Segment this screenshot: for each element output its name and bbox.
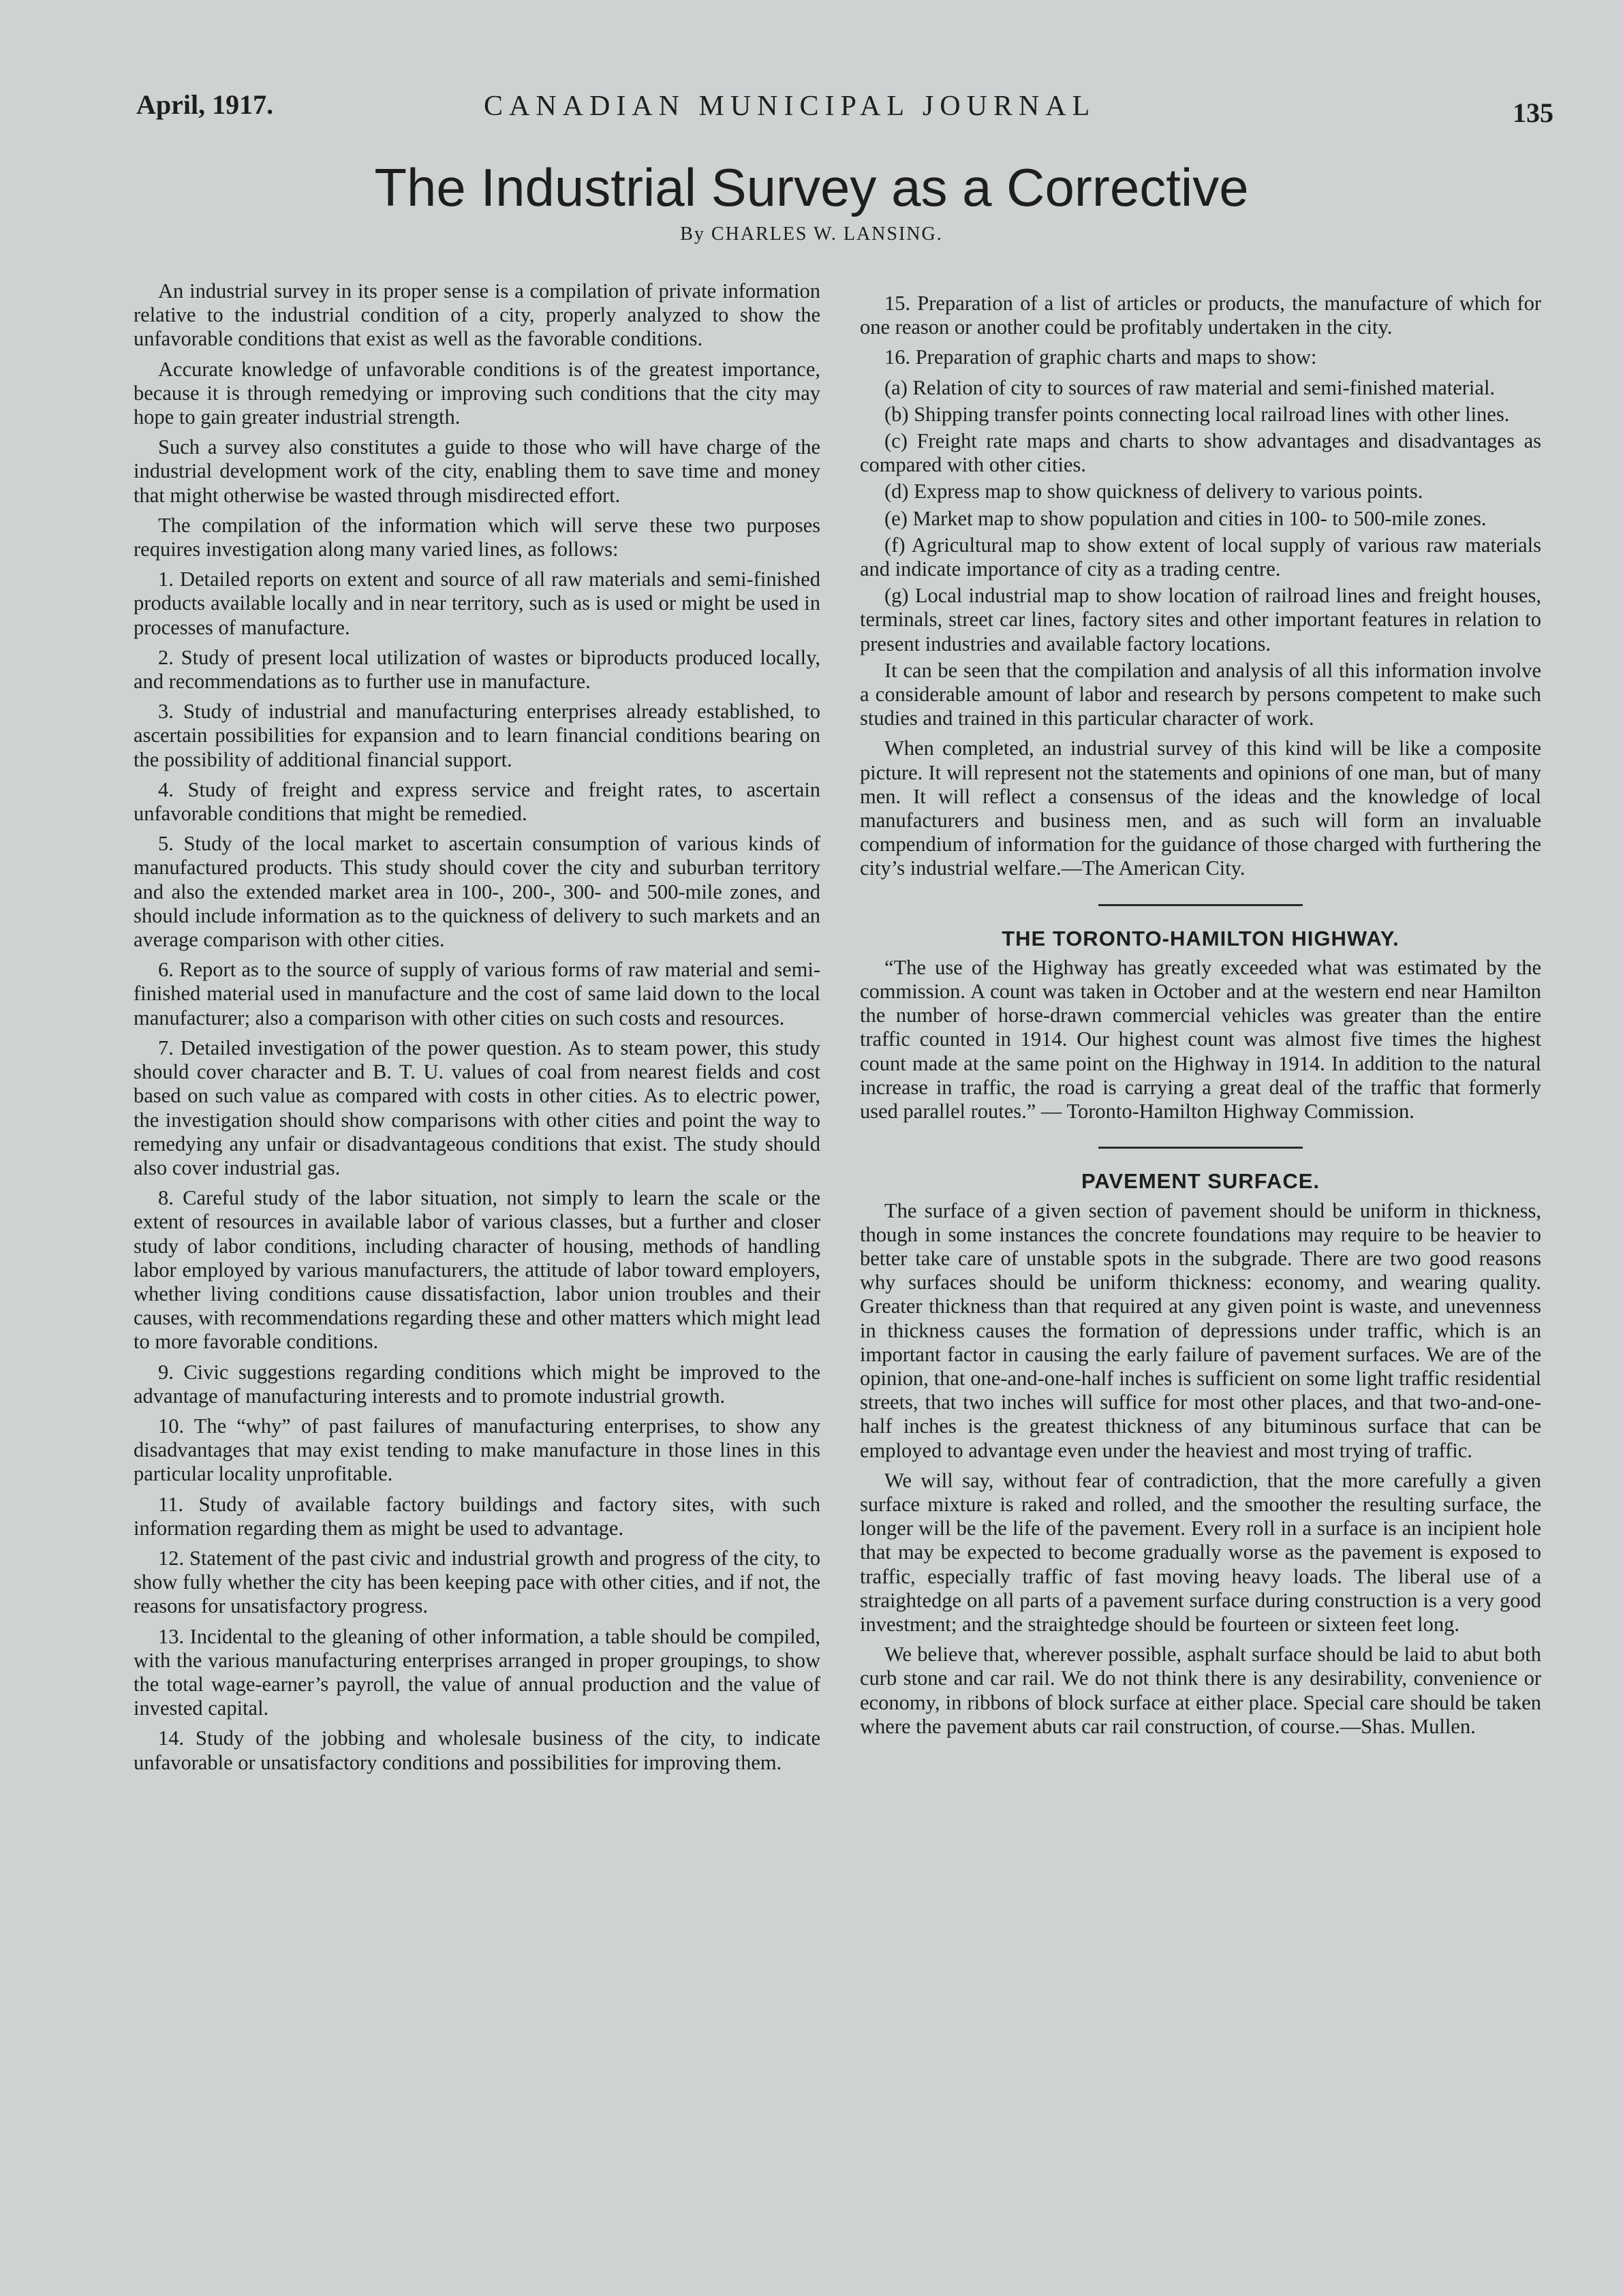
pavement-paragraph: The surface of a given section of pavement should be uniform in thickness, though in some instances the concrete foundations may require to be heavier to better take care of unstable spots in the subgrade. There are two good reasons why surfaces should be uniform thickness: economy, and wearing quality. Greater thickness than that required at any given point is waste, and unevenness in thickness causes the formation of depressions under traffic, which is an important factor in causing the early failure of pavement surfaces. We are of the opinion, that one-and-one-half inches is sufficient on some light traffic residential streets, that two inches will suffice for most other places, and that two-and-one-half inches is the greatest thickness of any bituminous surface that can be employed to advantage even under the heaviest and most trying of traffic. [860, 1198, 1541, 1462]
right-column [860, 292, 1541, 1745]
list-item: 2. Study of present local utilization of wastes or biproducts produced locally, and recommendations as to further use in manufacture. [134, 645, 820, 694]
issue-date: April, 1917. [136, 89, 274, 120]
list-item: 15. Preparation of a list of articles or products, the manufacture of which for one reason or another could be profitably undertaken in the city. [860, 292, 1541, 339]
sub-list-item: (c) Freight rate maps and charts to show advantages and disadvantages as compared with other cities. [860, 429, 1541, 477]
journal-name: CANADIAN MUNICIPAL JOURNAL [484, 91, 1096, 122]
highway-paragraph: “The use of the Highway has greatly exceeded what was estimated by the commission. A count was taken in October and at the western end near Hamilton the number of horse-drawn commercial vehicles was greater than the entire traffic counted in 1914. Our highest count was almost five times the highest count made at the same point on the Highway in 1914. In addition to the natural increase in traffic, the road is carrying a great deal of the traffic that formerly used parallel routes.” — Toronto-Hamilton Highway Commission. [860, 955, 1541, 1123]
page-number: 135 [1513, 97, 1554, 128]
list-item: 16. Preparation of graphic charts and maps to show: [884, 345, 1317, 369]
list-item: 13. Incidental to the gleaning of other information, a table should be compiled, with the various manufacturing enterprises arranged in proper groupings, to show the total wage-earner’s payroll, the value of annual production and the value of invested capital. [134, 1624, 820, 1720]
list-item: 4. Study of freight and express service and freight rates, to ascertain unfavorable conditions that might be remedied. [134, 777, 820, 826]
list-item: 1. Detailed reports on extent and source of all raw materials and semi-finished products available locally and in near territory, such as is used or might be used in processes of manufacture. [134, 568, 820, 639]
sub-list-item: (d) Express map to show quickness of delivery to various points. [884, 480, 1423, 503]
list-item: 11. Study of available factory buildings and factory sites, with such information regarding them as might be used to advantage. [134, 1492, 820, 1540]
list-item: 9. Civic suggestions regarding conditions which might be improved to the advantage of manufacturing interests and to promote industrial growth. [134, 1360, 820, 1408]
list-item: 3. Study of industrial and manufacturing enterprises already established, to ascertain possibilities for expansion and to learn financial conditions bearing on the possibility of additional financial support. [134, 700, 820, 771]
sub-list-item: (b) Shipping transfer points connecting local railroad lines with other lines. [884, 402, 1510, 426]
paragraph: It can be seen that the compilation and analysis of all this information involve a considerable amount of labor and research by persons competent to make such studies and trained in this particular character of work. [860, 658, 1541, 730]
page-header [136, 89, 1554, 136]
list-item: 8. Careful study of the labor situation, not simply to learn the scale or the extent of resources in available labor of various classes, but a further and closer study of labor conditions, including character of housing, methods of handling labor employed by various manufacturers, the attitude of labor toward employers, whether living conditions cause dissatisfaction, labor union troubles and their causes, with recommendations regarding these and other matters which might lead to more favorable conditions. [134, 1186, 820, 1354]
highway-heading: THE TORONTO-HAMILTON HIGHWAY. [1002, 926, 1400, 950]
pavement-paragraph: We will say, without fear of contradiction, that the more carefully a given surface mixture is raked and rolled, and the smoother the resulting surface, the longer will be the life of the pavement. Every roll in a surface is an incipient hole that may be expected to become gradually worse as the pavement is exposed to traffic, especially traffic of fast moving heavy loads. The liberal use of a straightedge on all parts of a pavement surface during construction is a very good investment; and the straightedge should be fourteen or sixteen feet long. [860, 1468, 1541, 1636]
sub-list-item: (g) Local industrial map to show location of railroad lines and freight houses, terminals, street car lines, factory sites and other important features in relation to present industries and available factory locations. [860, 584, 1541, 655]
paragraph: Accurate knowledge of unfavorable conditions is of the greatest importance, because it is through remedying or improving such conditions that the city may hope to gain greater industrial strength. [134, 357, 820, 429]
list-item: 7. Detailed investigation of the power question. As to steam power, this study should cover character and B. T. U. values of coal from nearest fields and cost based on such value as compared with costs in other cities. As to electric power, the investigation should show comparisons with other cities and point the way to remedying any unfair or disadvantageous conditions that exist. The study should also cover industrial gas. [134, 1036, 820, 1179]
paragraph: The compilation of the information which will serve these two purposes requires investigation along many varied lines, as follows: [134, 513, 820, 561]
article-byline: By CHARLES W. LANSING. [680, 223, 943, 245]
section-divider [1098, 904, 1303, 906]
pavement-heading: PAVEMENT SURFACE. [1081, 1169, 1320, 1194]
list-item: 14. Study of the jobbing and wholesale business of the city, to indicate unfavorable or unsatisfactory conditions and possibilities for improving them. [134, 1726, 820, 1774]
sub-list-item: (a) Relation of city to sources of raw material and semi-finished material. [884, 375, 1496, 399]
list-item: 10. The “why” of past failures of manufacturing enterprises, to show any disadvantages that may exist tending to make manufacture in those lines in this particular locality unprofitable. [134, 1414, 820, 1486]
sub-list-item: (f) Agricultural map to show extent of local supply of various raw materials and indicate importance of city as a trading centre. [860, 533, 1541, 581]
sub-list-item: (e) Market map to show population and cities in 100- to 500-mile zones. [884, 506, 1487, 530]
list-item: 6. Report as to the source of supply of various forms of raw material and semi-finished material used in manufacture and the cost of same laid down to the local manufacturer; also a comparison with other cities on such costs and resources. [134, 958, 820, 1029]
paragraph: An industrial survey in its proper sense is a compilation of private information relative to the industrial condition of a city, properly analyzed to show the unfavorable conditions that exist as well as the favorable conditions. [134, 279, 820, 351]
section-divider [1098, 1147, 1303, 1149]
left-column [134, 279, 820, 1781]
article-title: The Industrial Survey as a Corrective [374, 157, 1249, 217]
pavement-paragraph: We believe that, wherever possible, asphalt surface should be laid to abut both curb stone and car rail. We do not think there is any desirability, convenience or economy, in ribbons of block surface at either place. Special care should be taken where the pavement abuts car rail construction, of course.—Shas. Mullen. [860, 1643, 1541, 1738]
paragraph: Such a survey also constitutes a guide to those who will have charge of the industrial development work of the city, enabling them to save time and money that might otherwise be wasted through misdirected effort. [134, 435, 820, 507]
list-item: 12. Statement of the past civic and industrial growth and progress of the city, to show fully whether the city has been keeping pace with other cities, and if not, the reasons for unsatisfactory progress. [134, 1546, 820, 1618]
list-item: 5. Study of the local market to ascertain consumption of various kinds of manufactured products. This study should cover the city and suburban territory and also the extended market area in 100-, 200-, 300- and 500-mile zones, and should include information as to the quickness of delivery to such markets and an average comparison with other cities. [134, 832, 820, 952]
paragraph: When completed, an industrial survey of this kind will be like a composite picture. It will represent not the statements and opinions of one man, but of many men. It will reflect a consensus of the ideas and the knowledge of local manufacturers and business men, and as such will form an invaluable compendium of information for the guidance of those charged with furthering the city’s industrial welfare.—The American City. [860, 736, 1541, 880]
